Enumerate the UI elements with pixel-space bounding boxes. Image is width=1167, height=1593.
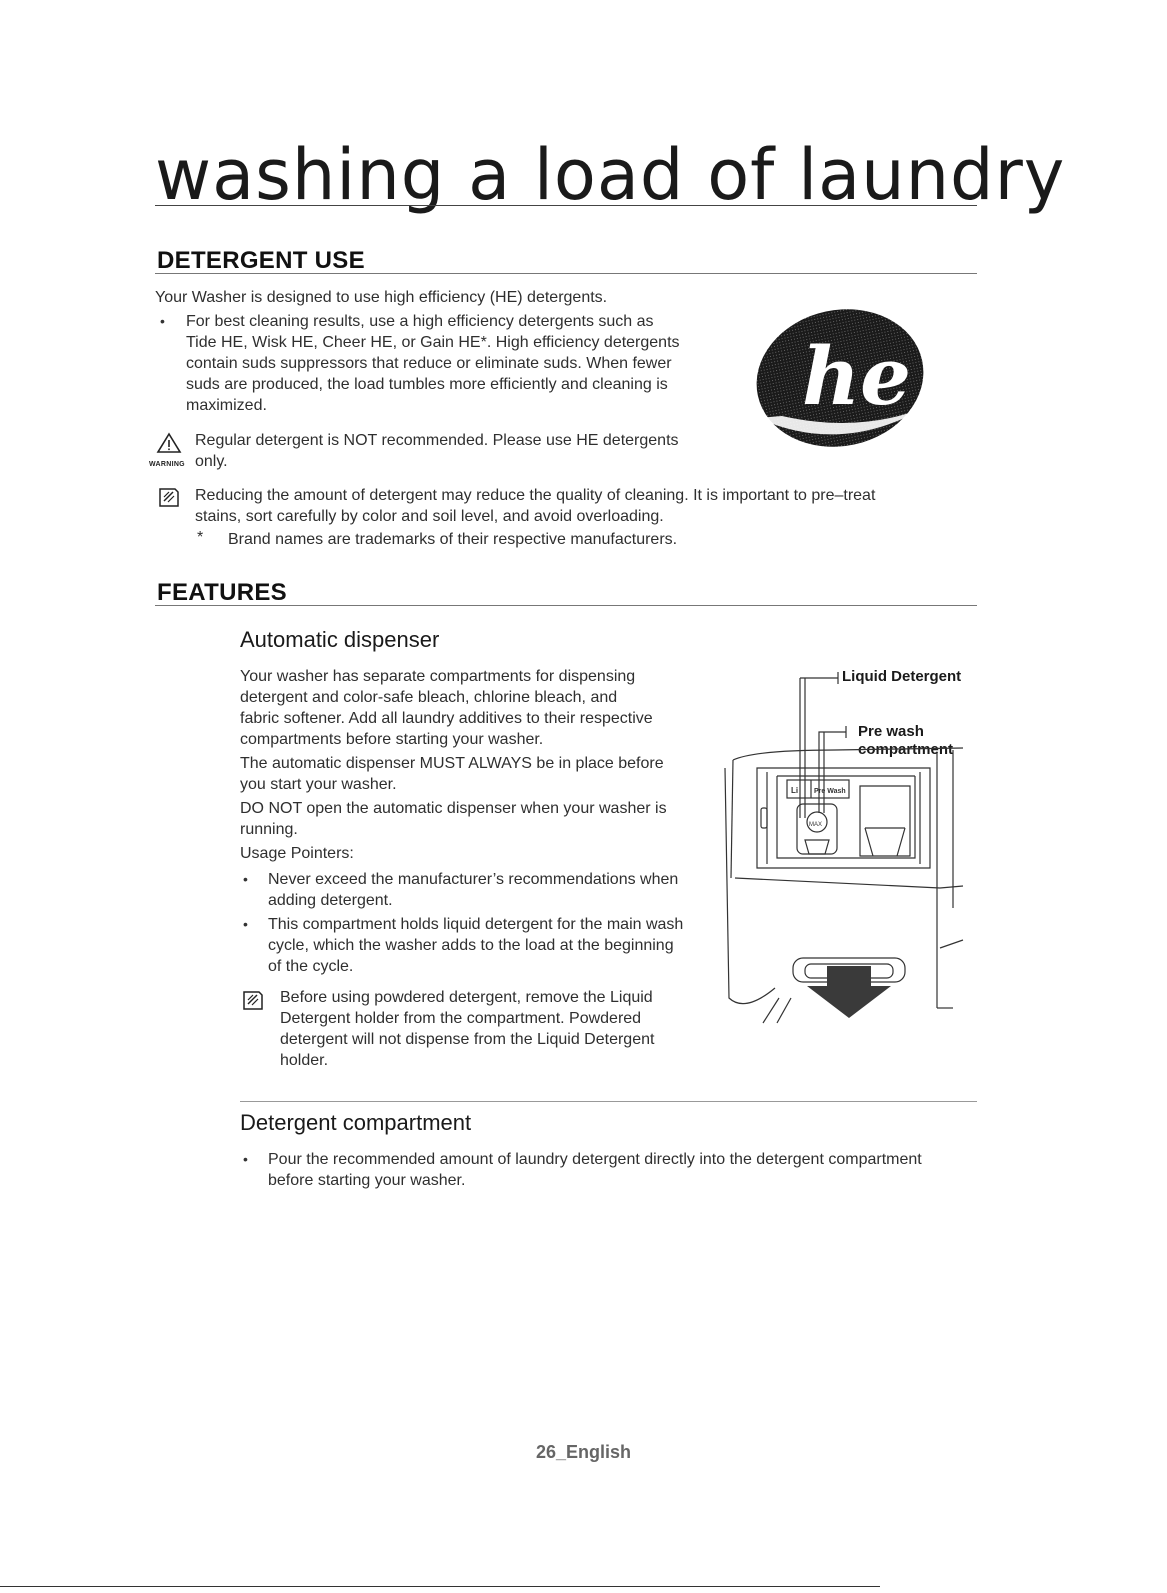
warning-text [195,430,679,472]
dispenser-line: compartments before starting your washer. [240,731,544,748]
pointer-line: adding detergent. [268,892,393,909]
warning-icon [156,432,182,460]
dispenser-note-line: Before using powdered detergent, remove the Liquid [280,989,653,1006]
bullet-line: maximized. [186,397,267,414]
dispenser-note-line: Detergent holder from the compartment. Powdered [280,1010,642,1027]
bottom-rule [0,1586,880,1587]
warning-line: Regular detergent is NOT recommended. Please use HE detergents [195,432,679,449]
dispenser-line: The automatic dispenser MUST ALWAYS be in place before [240,755,664,772]
drawer-label-prewash: Pre Wash [814,788,846,795]
callout-pre-wash-line: compartment [858,741,954,758]
he-logo-text: he [802,329,912,423]
features-heading: FEATURES [157,579,287,606]
footnote-mark: * [197,529,204,546]
dispenser-note-line: detergent will not dispense from the Liquid Detergent [280,1031,655,1048]
detergent-compartment-text [268,1149,922,1191]
warning-line: only. [195,453,228,470]
callout-liquid-detergent: Liquid Detergent [842,668,962,685]
dispenser-line: detergent and color-safe bleach, chlorine bleach, and [240,689,618,706]
automatic-dispenser-text [240,666,667,864]
page-footer: 26_English [535,1442,632,1462]
usage-pointer-1 [268,869,678,911]
dispenser-line: DO NOT open the automatic dispenser when your washer is [240,800,667,817]
detergent-use-intro: Your Washer is designed to use high efficiency (HE) detergents. [155,289,608,306]
dispenser-note-line: holder. [280,1052,329,1069]
compartment-line: Pour the recommended amount of laundry detergent directly into the detergent compartment [268,1151,922,1168]
dispenser-line: Your washer has separate compartments for dispensing [240,668,636,685]
bullet-line: For best cleaning results, use a high efficiency detergents such as [186,313,654,330]
down-arrow-icon [807,966,891,1018]
pointer-line: of the cycle. [268,958,354,975]
dispenser-line: Usage Pointers: [240,845,354,862]
bullet-line: suds are produced, the load tumbles more efficiently and cleaning is [186,376,668,393]
note-text [195,485,875,527]
dispenser-line: you start your washer. [240,776,397,793]
automatic-dispenser-heading: Automatic dispenser [240,627,440,652]
drawer-label-li: Li [791,786,799,795]
callout-pre-wash-line: Pre wash [858,723,924,740]
dispenser-line: running. [240,821,298,838]
dispenser-line: fabric softener. Add all laundry additives to their respective [240,710,653,727]
note-line: stains, sort carefully by color and soil level, and avoid overloading. [195,508,664,525]
dispenser-illustration [715,668,965,1028]
note-icon [242,989,264,1011]
detergent-compartment-rule [240,1101,977,1102]
pointer-line: This compartment holds liquid detergent for the main wash [268,916,684,933]
compartment-line: before starting your washer. [268,1172,466,1189]
warning-label: WARNING [149,461,185,468]
dispenser-note [280,987,654,1071]
note-icon [158,486,180,508]
pointer-line: Never exceed the manufacturer’s recommendations when [268,871,679,888]
pointer-line: cycle, which the washer adds to the load at the beginning [268,937,674,954]
bullet-icon: • [160,313,165,329]
detergent-use-bullet [186,311,680,416]
bullet-line: Tide HE, Wisk HE, Cheer HE, or Gain HE*. High efficiency detergents [186,334,680,351]
detergent-compartment-heading: Detergent compartment [240,1110,472,1135]
cup-max-label: MAX [809,822,823,828]
bullet-line: contain suds suppressors that reduce or eliminate suds. When fewer [186,355,672,372]
footnote-text: Brand names are trademarks of their respective manufacturers. [228,531,678,548]
title-rule [155,205,977,206]
bullet-icon: • [243,871,248,887]
he-logo [752,306,930,454]
detergent-use-rule [155,273,977,274]
bullet-icon: • [243,1151,248,1167]
note-line: Reducing the amount of detergent may reduce the quality of cleaning. It is important to pre–treat [195,487,876,504]
usage-pointer-2 [268,914,683,977]
page-title: washing a load of laundry [155,134,1066,216]
features-rule [155,605,977,606]
detergent-use-heading: DETERGENT USE [157,247,365,274]
bullet-icon: • [243,916,248,932]
